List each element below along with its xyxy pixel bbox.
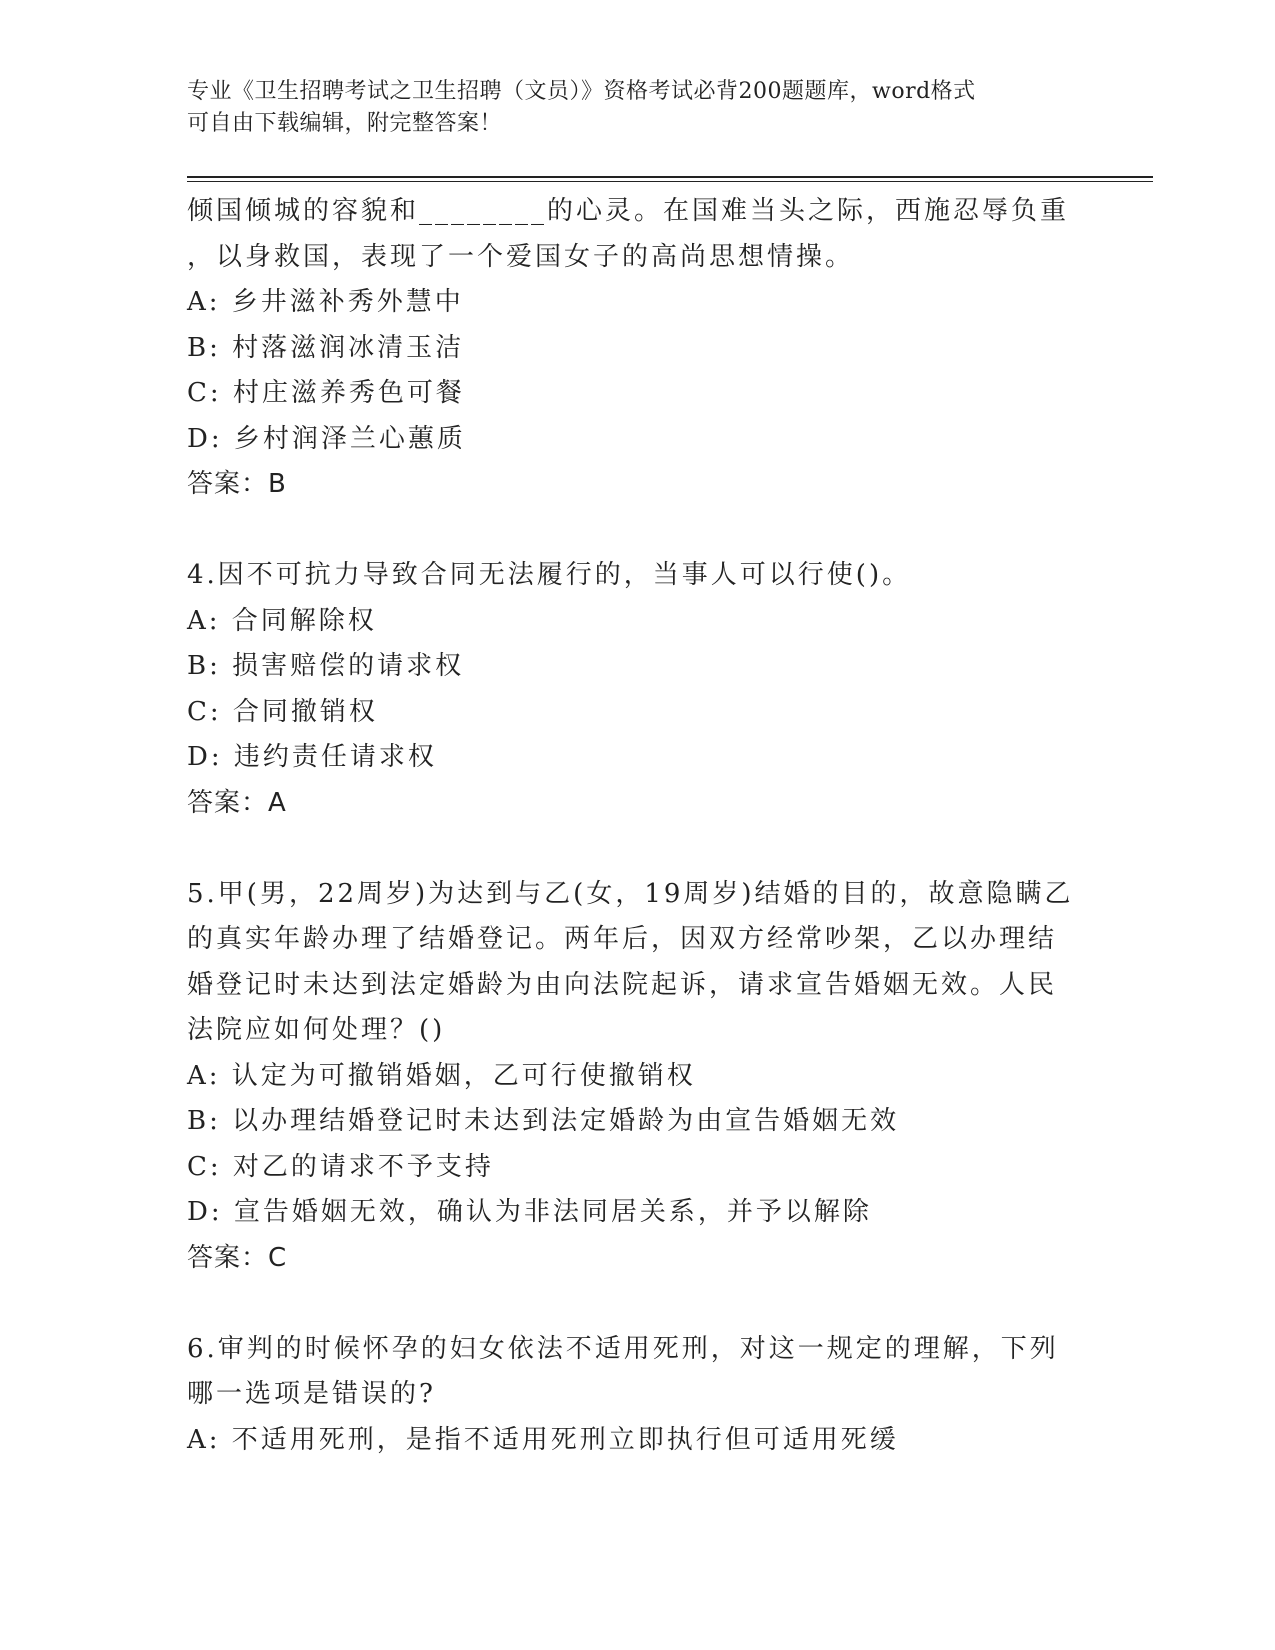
option-d: D: 违约责任请求权 xyxy=(187,742,437,772)
option-c: C: 村庄滋养秀色可餐 xyxy=(187,378,465,408)
option-b: B: 损害赔偿的请求权 xyxy=(187,651,465,681)
option-c: C: 合同撤销权 xyxy=(187,696,378,727)
option-a: A: 乡井滋补秀外慧中 xyxy=(187,287,464,317)
spacer xyxy=(187,508,1087,554)
answer-line: 答案：B xyxy=(187,469,287,499)
answer-line: 答案：C xyxy=(187,1242,288,1273)
question-stem-line: 哪一选项是错误的? xyxy=(187,1379,436,1409)
question-stem-line: 6.审判的时候怀孕的妇女依法不适用死刑，对这一规定的理解，下列 xyxy=(187,1333,1059,1364)
header-line-2: 可自由下载编辑，附完整答案！ xyxy=(187,111,503,136)
option-a: A: 合同解除权 xyxy=(187,605,377,636)
question-stem-line: 法院应如何处理？() xyxy=(187,1015,446,1045)
spacer xyxy=(187,826,1087,872)
header-line-1: 专业《卫生招聘考试之卫生招聘（文员）》资格考试必背200题题库，word格式 xyxy=(187,79,976,104)
header-divider xyxy=(187,176,1153,182)
spacer xyxy=(187,1281,1087,1327)
document-header xyxy=(187,76,1067,140)
question-list xyxy=(187,189,1087,1463)
option-d: D: 乡村润泽兰心蕙质 xyxy=(187,423,466,454)
question-stem-line: 5.甲(男，22周岁)为达到与乙(女，19周岁)结婚的目的，故意隐瞒乙 xyxy=(187,878,1074,909)
question-4 xyxy=(187,553,1087,826)
question-stem-line: 的真实年龄办理了结婚登记。两年后，因双方经常吵架，乙以办理结 xyxy=(187,924,1058,954)
question-stem-line: ，以身救国，表现了一个爱国女子的高尚思想情操。 xyxy=(187,241,855,272)
option-d: D: 宣告婚姻无效，确认为非法同居关系，并予以解除 xyxy=(187,1197,872,1227)
option-b: B: 以办理结婚登记时未达到法定婚龄为由宣告婚姻无效 xyxy=(187,1106,900,1136)
question-stem-line: 4.因不可抗力导致合同无法履行的，当事人可以行使()。 xyxy=(187,560,912,590)
option-c: C: 对乙的请求不予支持 xyxy=(187,1151,494,1182)
question-3 xyxy=(187,189,1087,508)
question-stem-line: 倾国倾城的容貌和________的心灵。在国难当头之际，西施忍辱负重 xyxy=(187,196,1070,226)
option-b: B: 村落滋润冰清玉洁 xyxy=(187,332,465,363)
question-stem-line: 婚登记时未达到法定婚龄为由向法院起诉，请求宣告婚姻无效。人民 xyxy=(187,969,1058,1000)
option-a: A: 不适用死刑，是指不适用死刑立即执行但可适用死缓 xyxy=(187,1424,899,1455)
question-5 xyxy=(187,872,1087,1282)
question-6 xyxy=(187,1327,1087,1464)
option-a: A: 认定为可撤销婚姻，乙可行使撤销权 xyxy=(187,1060,696,1091)
answer-line: 答案：A xyxy=(187,787,287,818)
